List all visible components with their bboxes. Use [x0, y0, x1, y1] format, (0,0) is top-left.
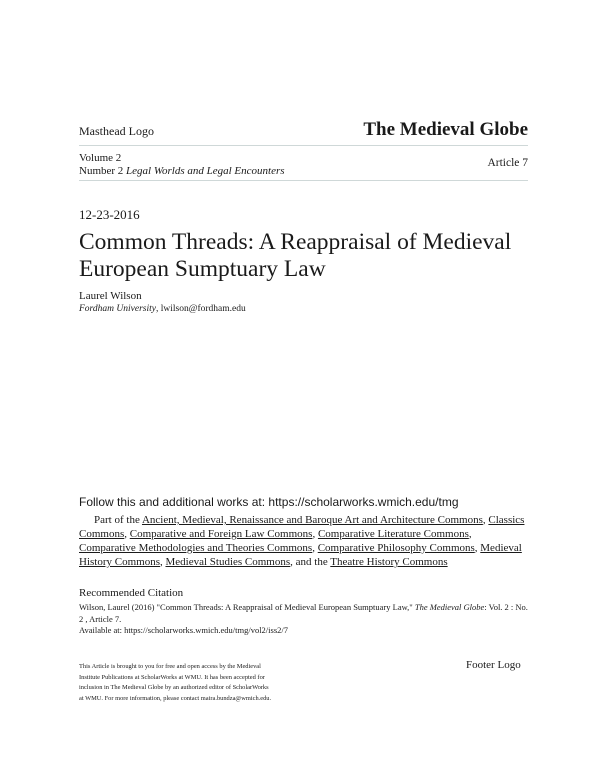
footer-logo: Footer Logo	[466, 659, 521, 671]
author-name: Laurel Wilson	[79, 290, 142, 302]
access-line: inclusion in The Medieval Globe by an authorized editor of ScholarWorks	[79, 684, 269, 691]
volume-link[interactable]: Volume 2	[79, 152, 122, 164]
issue-number[interactable]	[79, 165, 285, 177]
part-of-prefix: Part of the	[94, 514, 140, 526]
citation-text	[79, 602, 529, 637]
paper-title: Common Threads: A Reappraisal of Medieval European Sumptuary Law	[79, 229, 512, 282]
header-divider-bottom	[79, 180, 528, 181]
recommended-citation-heading: Recommended Citation	[79, 587, 184, 599]
author-affiliation	[79, 304, 246, 314]
masthead-logo: Masthead Logo	[79, 124, 154, 138]
discipline-link[interactable]: Theatre History Commons	[330, 556, 448, 568]
access-line: at WMU. For more information, please contact maira.bundza@wmich.edu.	[79, 694, 272, 702]
discipline-link[interactable]: Ancient, Medieval, Renaissance and Baroque Art and Architecture Commons	[141, 514, 483, 526]
citation-after: : Vol. 2 : No. 2 , Article 7.	[79, 602, 528, 624]
header-divider-top	[79, 145, 528, 146]
author-email[interactable]: , lwilson@fordham.edu	[155, 304, 246, 314]
follow-link[interactable]: Follow this and additional works at: https://scholarworks.wmich.edu/tmg	[79, 495, 459, 509]
article-number: Article 7	[487, 157, 528, 169]
citation-journal: The Medieval Globe	[414, 602, 485, 612]
discipline-link[interactable]: Classics Commons	[79, 514, 525, 540]
discipline-link[interactable]: Comparative and Foreign Law Commons	[129, 528, 313, 540]
and-the-text: , and the	[290, 556, 328, 568]
citation-available[interactable]: Available at: https://scholarworks.wmich.edu/tmg/vol2/iss2/7	[79, 625, 289, 635]
issue-title: Legal Worlds and Legal Encounters	[126, 165, 285, 177]
citation-before: Wilson, Laurel (2016) "Common Threads: A Reappraisal of Medieval European Sumptuary Law,"	[79, 602, 415, 612]
affiliation-name: Fordham University	[79, 304, 156, 314]
issue-number-label: Number 2	[79, 165, 124, 177]
discipline-link[interactable]: Comparative Methodologies and Theories Commons	[79, 542, 313, 554]
discipline-link[interactable]: Comparative Literature Commons	[317, 528, 469, 540]
journal-title[interactable]: The Medieval Globe	[363, 119, 528, 140]
publication-date: 12-23-2016	[79, 207, 140, 222]
discipline-link[interactable]: Comparative Philosophy Commons	[317, 542, 475, 554]
discipline-link[interactable]: Medieval History Commons	[79, 542, 522, 568]
part-of-disciplines: Part of the Ancient, Medieval, Renaissance and Baroque Art and Architecture Commons, Classics Commons, Comparative and Foreign Law Commons, Comparative Literature Commons, Comparative Methodologies and Theories Commons, Comparative Philosophy Commons, Medieval History Commons, Medieval Studies Commons, and the Theatre History Commons	[79, 514, 525, 568]
access-line: This Article is brought to you for free and open access by the Medieval	[79, 663, 261, 670]
open-access-notice	[79, 662, 319, 704]
discipline-link[interactable]: Medieval Studies Commons	[165, 556, 291, 568]
access-line: Institute Publications at ScholarWorks at WMU. It has been accepted for	[79, 673, 265, 681]
